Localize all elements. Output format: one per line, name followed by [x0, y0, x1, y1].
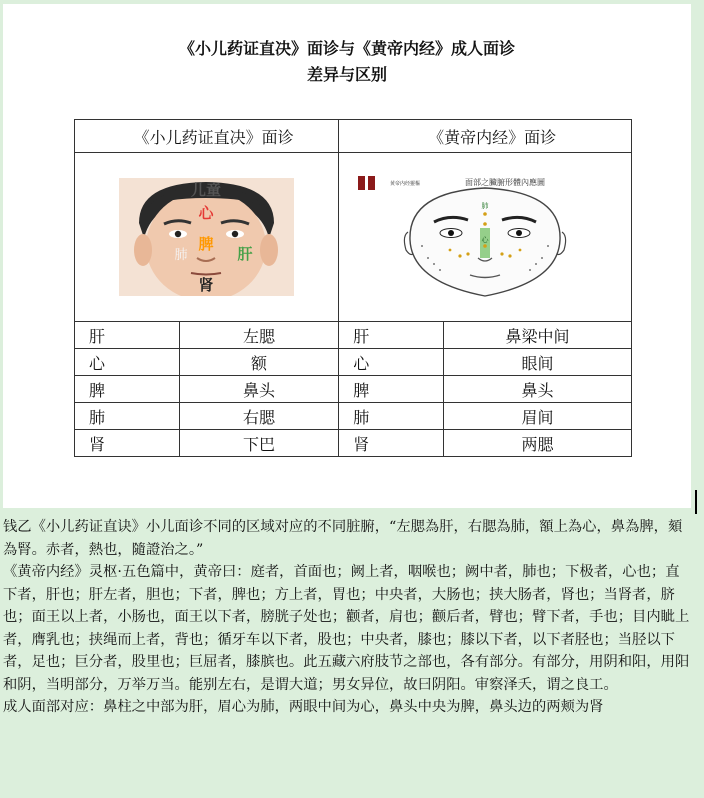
header-adult-face-diagnosis: 《黄帝内经》面诊	[339, 120, 632, 153]
child-label-liver: 肝	[237, 245, 253, 263]
organ-left-cell: 肾	[75, 430, 180, 457]
region-right-cell: 眼间	[444, 349, 632, 376]
adult-face-cell	[339, 153, 632, 322]
organ-left-cell: 肺	[75, 403, 180, 430]
child-label-spleen: 脾	[198, 235, 214, 253]
region-left-cell: 鼻头	[179, 376, 338, 403]
region-right-cell: 鼻头	[444, 376, 632, 403]
organ-right-cell: 脾	[339, 376, 444, 403]
comparison-table	[74, 119, 632, 457]
paragraph-adult-correspondence: 成人面部对应：鼻柱之中部为肝，眉心为肺，两眼中间为心，鼻头中央为脾，鼻头边的两颊为肾	[3, 699, 604, 715]
text-cursor	[695, 490, 697, 514]
adult-label-forehead: 肺	[481, 202, 489, 210]
body-text	[3, 516, 693, 719]
region-left-cell: 左腮	[179, 322, 338, 349]
organ-left-cell: 心	[75, 349, 180, 376]
child-label-lung: 肺	[174, 248, 188, 263]
region-right-cell: 眉间	[444, 403, 632, 430]
child-face-cell	[75, 153, 339, 322]
region-left-cell: 额	[179, 349, 338, 376]
child-label-heart: 心	[198, 204, 214, 222]
header-child-face-diagnosis: 《小儿药证直决》面诊	[75, 120, 339, 153]
organ-left-cell: 脾	[75, 376, 180, 403]
organ-left-cell: 肝	[75, 322, 180, 349]
organ-right-cell: 心	[339, 349, 444, 376]
child-label-top: 儿童	[191, 181, 222, 199]
organ-right-cell: 肾	[339, 430, 444, 457]
region-right-cell: 两腮	[444, 430, 632, 457]
table-row	[75, 376, 632, 403]
region-right-cell: 鼻梁中间	[444, 322, 632, 349]
organ-right-cell: 肝	[339, 322, 444, 349]
title-line-1: 《小儿药证直决》面诊与《黄帝内经》成人面诊	[178, 39, 515, 58]
table-row	[75, 349, 632, 376]
table-row	[75, 430, 632, 457]
table-image-row	[75, 153, 632, 322]
adult-diagram-title: 面部之臟腑形體內應圖	[465, 178, 546, 187]
region-left-cell: 下巴	[179, 430, 338, 457]
table-row	[75, 322, 632, 349]
table-header-row	[75, 120, 632, 153]
adult-diagram-side-label: 黄帝内经靈樞	[390, 181, 421, 187]
paragraph-qian-yi: 钱乙《小儿药证直诀》小儿面诊不同的区域对应的不同脏腑，“左腮為肝，右腮為肺，額上為心，鼻為脾，頦為腎。赤者，熱也，隨證治之。”	[3, 519, 683, 558]
organ-right-cell: 肺	[339, 403, 444, 430]
paragraph-huangdi-neijing: 《黄帝内经》灵枢·五色篇中，黄帝曰：庭者，首面也；阙上者，咽喉也；阙中者，肺也；下极者，心也；直下者，肝也；肝左者，胆也；下者，脾也；方上者，胃也；中央者，大肠也；挟大肠者，肾也；当肾者，脐也；面王以上者，小肠也，面王以下者，膀胱子处也；颧者，肩也；颧后者，臂也；臂下者，手也；目内眦上者，膺乳也；挟绳而上者，背也；循牙车以下者，股也；中央者，膝也；膝以下者，以下者胫也；当胫以下者，足也；巨分者，股里也；巨屈者，膝膑也。此五藏六府肢节之部也，各有部分。有部分，用阴和阳，用阳和阴，当明部分，万举万当。能别左右，是谓大道；男女异位，故曰阴阳。审察泽夭，谓之良工。	[3, 564, 690, 693]
title-line-2: 差异与区别	[306, 65, 387, 84]
child-face-illustration	[119, 178, 294, 296]
child-label-kidney: 肾	[198, 276, 214, 294]
table-row	[75, 403, 632, 430]
adult-label-nose: 心	[481, 236, 489, 244]
region-left-cell: 右腮	[179, 403, 338, 430]
adult-face-diagram	[350, 170, 620, 300]
